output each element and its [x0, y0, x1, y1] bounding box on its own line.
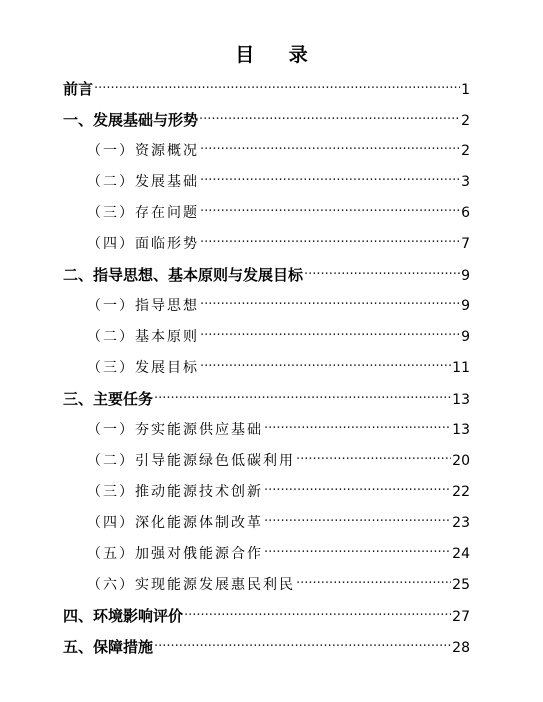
toc-entry-15[interactable] — [87, 543, 470, 563]
toc-entry-label: （三）推动能源技术创新 — [87, 484, 263, 500]
toc-entry-5[interactable] — [87, 233, 470, 253]
toc-entry-page: 28 — [452, 640, 470, 656]
toc-leader-dots — [264, 482, 451, 496]
toc-entry-16[interactable] — [87, 574, 470, 594]
toc-entry-label: （三）存在问题 — [87, 205, 199, 221]
toc-entry-page: 13 — [452, 392, 470, 408]
toc-entry-page: 7 — [461, 236, 470, 252]
toc-entry-18[interactable] — [63, 636, 470, 656]
toc-entry-label: 前言 — [63, 80, 94, 98]
toc-entry-7[interactable] — [87, 295, 470, 315]
toc-entry-page: 9 — [461, 329, 470, 345]
toc-entry-label: 三、主要任务 — [63, 390, 154, 408]
toc-entry-14[interactable] — [87, 512, 470, 532]
toc-entry-page: 9 — [461, 268, 470, 284]
toc-entry-page: 2 — [461, 113, 470, 129]
toc-leader-dots — [304, 265, 460, 280]
toc-entry-label: 二、指导思想、基本原则与发展目标 — [63, 266, 304, 284]
toc-entry-4[interactable] — [87, 202, 470, 222]
toc-entry-13[interactable] — [87, 481, 470, 501]
toc-entry-page: 9 — [461, 298, 470, 314]
toc-entry-17[interactable] — [63, 605, 470, 625]
toc-leader-dots — [200, 234, 460, 248]
toc-entry-label: （四）面临形势 — [87, 236, 199, 252]
toc-entry-label: （五）加强对俄能源合作 — [87, 546, 263, 562]
toc-entry-0[interactable] — [63, 78, 470, 98]
toc-entry-label: （二）引导能源绿色低碳利用 — [87, 453, 295, 469]
toc-entry-label: （六）实现能源发展惠民利民 — [87, 577, 295, 593]
toc-leader-dots — [296, 575, 451, 589]
toc-entry-page: 2 — [461, 143, 470, 159]
toc-entry-label: （二）基本原则 — [87, 329, 199, 345]
toc-entry-3[interactable] — [87, 171, 470, 191]
toc-entry-label: 一、发展基础与形势 — [63, 111, 199, 129]
toc-leader-dots — [264, 513, 451, 527]
toc-entry-page: 25 — [452, 577, 470, 593]
toc-entry-page: 11 — [452, 360, 470, 376]
toc-leader-dots — [200, 296, 460, 310]
toc-leader-dots — [199, 110, 460, 125]
toc-entry-1[interactable] — [63, 109, 470, 129]
toc-entry-label: 四、环境影响评价 — [63, 607, 184, 625]
toc-leader-dots — [264, 544, 451, 558]
toc-entry-2[interactable] — [87, 140, 470, 160]
toc-entry-label: （一）夯实能源供应基础 — [87, 422, 263, 438]
toc-entry-9[interactable] — [87, 357, 470, 377]
toc-leader-dots — [94, 79, 460, 94]
toc-entry-label: 五、保障措施 — [63, 638, 154, 656]
toc-leader-dots — [200, 203, 460, 217]
toc-entry-label: （四）深化能源体制改革 — [87, 515, 263, 531]
toc-title: 目 录 — [235, 44, 322, 66]
toc-entry-page: 24 — [452, 546, 470, 562]
toc-entry-page: 6 — [461, 205, 470, 221]
toc-entry-10[interactable] — [63, 388, 470, 408]
toc-entry-page: 20 — [452, 453, 470, 469]
toc-entry-page: 27 — [452, 609, 470, 625]
toc-entry-page: 3 — [461, 174, 470, 190]
toc-entry-label: （二）发展基础 — [87, 174, 199, 190]
toc-leader-dots — [154, 637, 451, 652]
toc-leader-dots — [200, 327, 460, 341]
toc-entry-11[interactable] — [87, 419, 470, 439]
toc-entry-label: （一）指导思想 — [87, 298, 199, 314]
toc-leader-dots — [296, 451, 451, 465]
toc-leader-dots — [200, 141, 460, 155]
toc-leader-dots — [264, 420, 451, 434]
toc-leader-dots — [154, 389, 451, 404]
toc-entry-label: （一）资源概况 — [87, 143, 199, 159]
toc-entry-6[interactable] — [63, 264, 470, 284]
toc-entry-page: 13 — [452, 422, 470, 438]
toc-leader-dots — [200, 172, 460, 186]
toc-leader-dots — [184, 606, 451, 621]
toc-entry-12[interactable] — [87, 450, 470, 470]
toc-entry-page: 22 — [452, 484, 470, 500]
toc-leader-dots — [200, 358, 451, 372]
toc-entry-label: （三）发展目标 — [87, 360, 199, 376]
toc-entry-page: 23 — [452, 515, 470, 531]
toc-entry-8[interactable] — [87, 326, 470, 346]
toc-entry-page: 1 — [461, 82, 470, 98]
